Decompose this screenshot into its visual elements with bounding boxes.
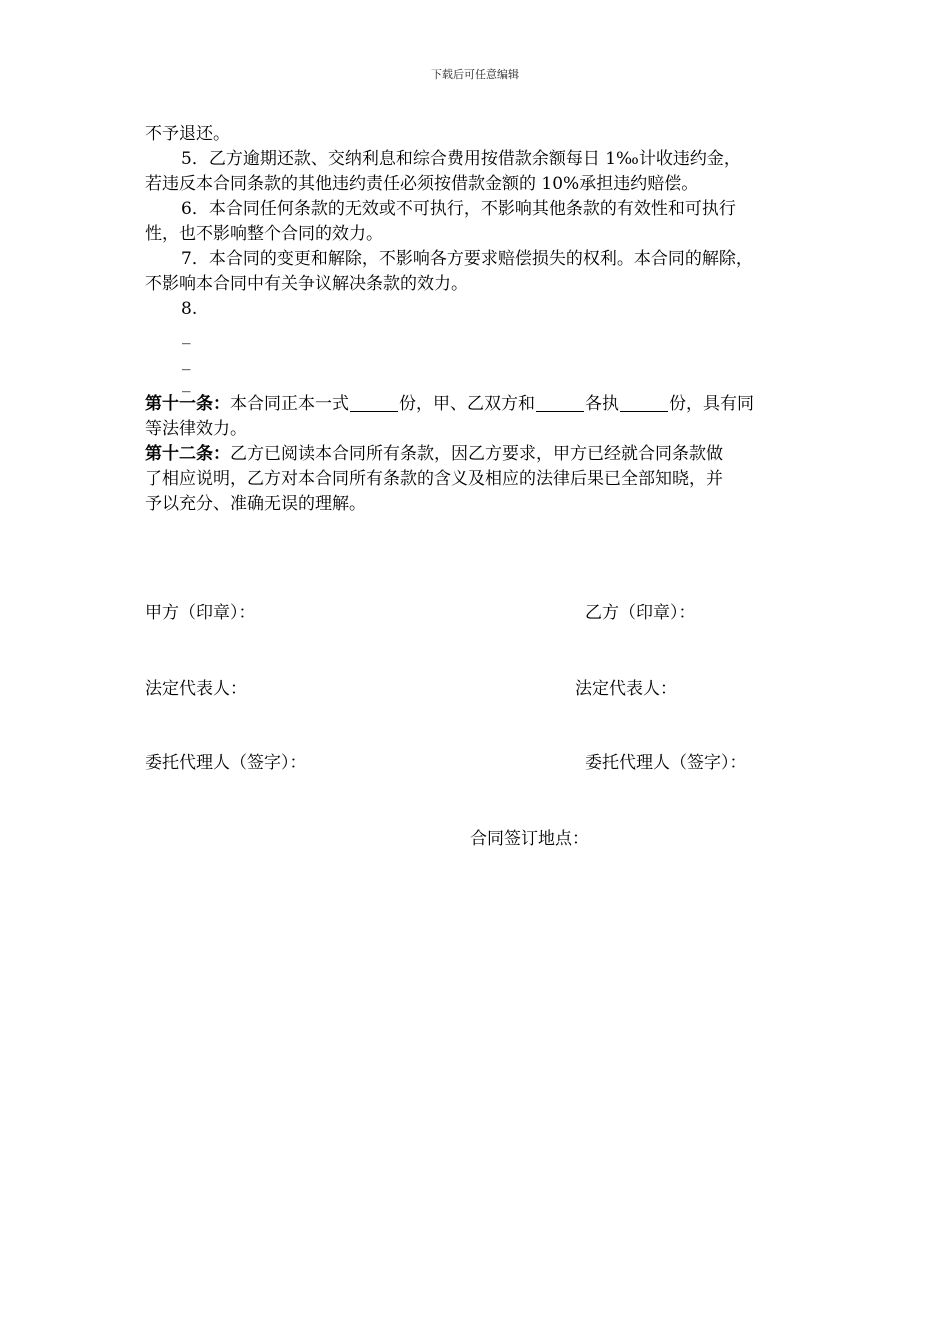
clause-5-line-2: 若违反本合同条款的其他违约责任必须按借款金额的 10%承担违约赔偿。 <box>145 174 699 194</box>
contract-body <box>145 122 815 517</box>
party-b-seal-label: 乙方（印章）： <box>585 603 696 623</box>
party-a-rep-label: 法定代表人： <box>145 679 247 699</box>
clause-5-line-1: 5．乙方逾期还款、交纳利息和综合费用按借款余额每日 1‰计收违约金， <box>181 149 741 169</box>
article-11-text-4: 份，具有同 <box>669 394 754 414</box>
article-12-text-1: 乙方已阅读本合同所有条款，因乙方要求，甲方已经就合同条款做 <box>230 444 723 464</box>
clause-6-line-1: 6．本合同任何条款的无效或不可执行，不影响其他条款的有效性和可执行 <box>181 199 736 219</box>
article-11-text-3: 各执 <box>585 394 619 414</box>
copies-total-blank[interactable] <box>350 393 398 412</box>
article-11-text-1: 本合同正本一式 <box>230 394 349 414</box>
party-a-agent-label: 委托代理人（签字）： <box>145 753 307 773</box>
page-header: 下载后可任意编辑 <box>431 68 519 81</box>
article-11-text-2: 份，甲、乙双方和 <box>399 394 535 414</box>
clause-7-line-1: 7．本合同的变更和解除，不影响各方要求赔偿损失的权利。本合同的解除， <box>181 249 753 269</box>
blank-line-2: _ <box>182 351 191 371</box>
signing-place-label: 合同签订地点： <box>470 829 589 849</box>
article-12-line-3: 予以充分、准确无误的理解。 <box>145 494 366 514</box>
article-12-line-1 <box>145 442 815 467</box>
party-b-agent-label: 委托代理人（签字）： <box>585 753 747 773</box>
paragraph-line: 不予退还。 <box>145 124 230 144</box>
article-11-line-2: 等法律效力。 <box>145 419 247 439</box>
article-11-label: 第十一条： <box>145 394 230 414</box>
blank-line-3: _ <box>182 373 191 393</box>
blank-line-1: _ <box>182 325 191 345</box>
party-a-seal-label: 甲方（印章）： <box>145 603 256 623</box>
party-b-rep-label: 法定代表人： <box>575 679 677 699</box>
article-11-line-1 <box>145 392 815 417</box>
article-12-line-2: 了相应说明，乙方对本合同所有条款的含义及相应的法律后果已全部知晓，并 <box>145 469 723 489</box>
clause-8-number: 8. <box>181 299 198 319</box>
copies-each-blank[interactable] <box>620 393 668 412</box>
article-12-label: 第十二条： <box>145 444 230 464</box>
clause-7-line-2: 不影响本合同中有关争议解决条款的效力。 <box>145 274 468 294</box>
clause-6-line-2: 性，也不影响整个合同的效力。 <box>145 224 383 244</box>
other-party-blank[interactable] <box>536 393 584 412</box>
